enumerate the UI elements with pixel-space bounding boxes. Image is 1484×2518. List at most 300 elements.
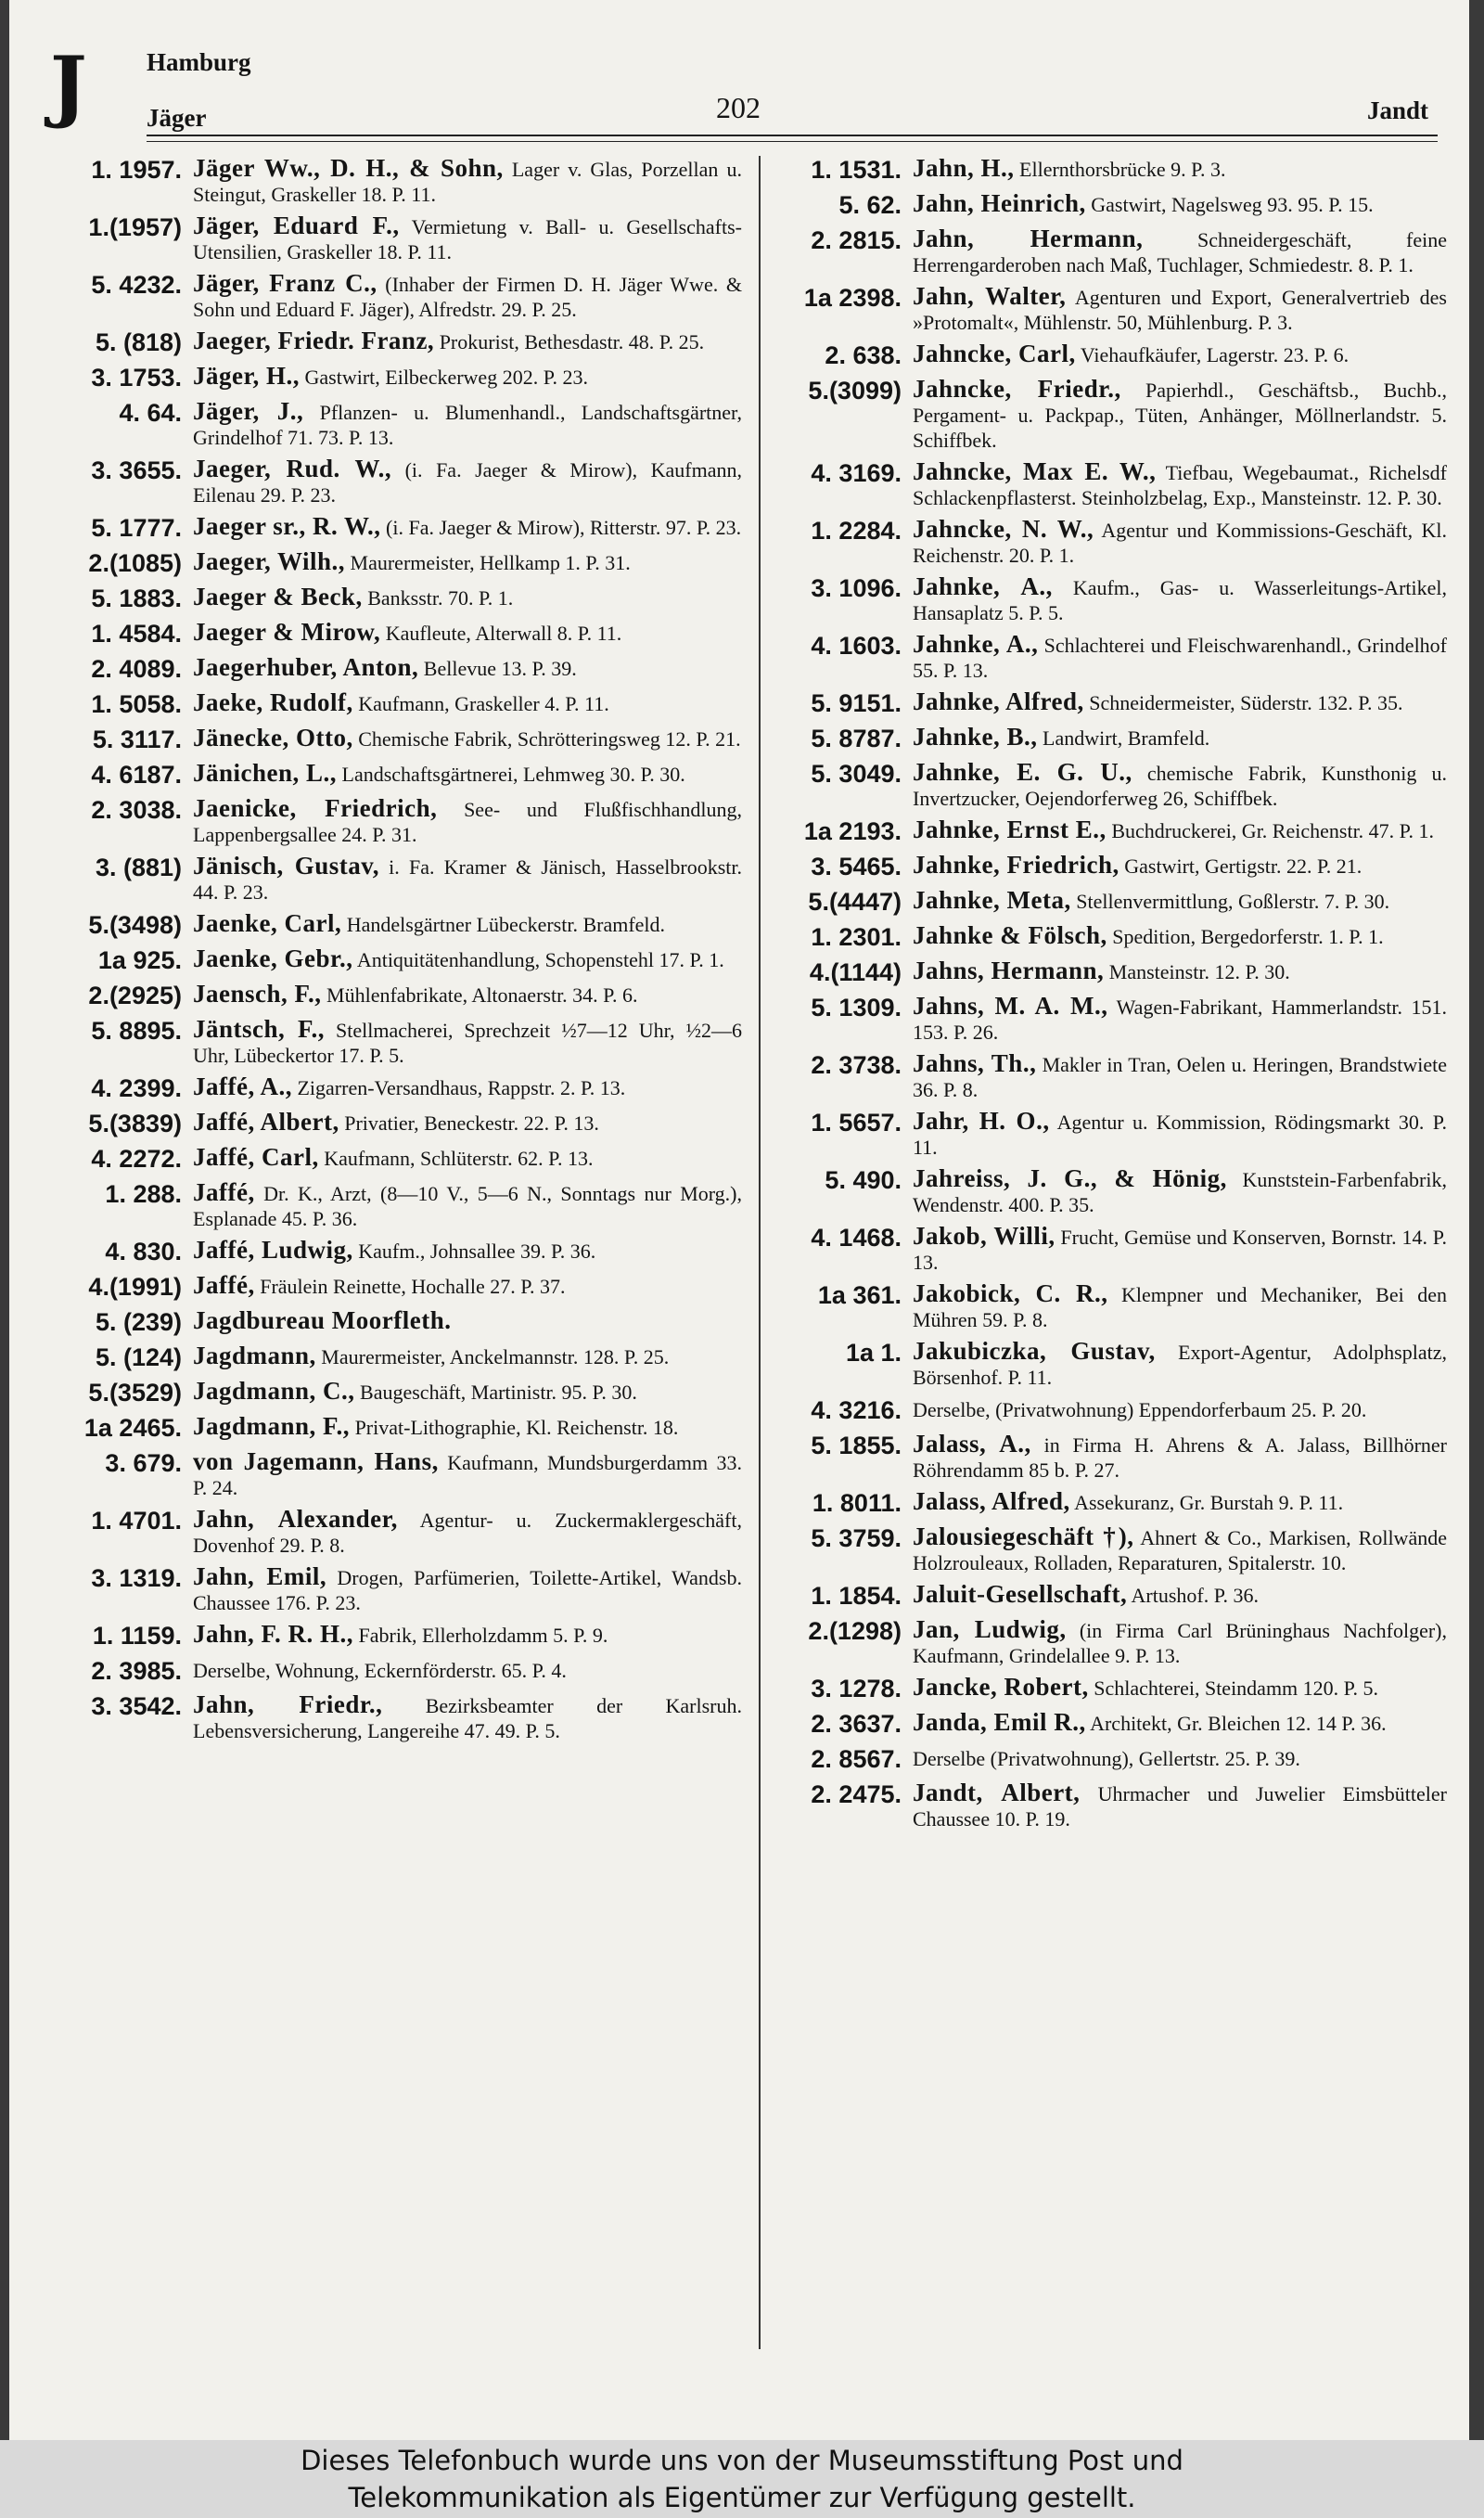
entry-name: Jagdmann, F.,	[193, 1412, 351, 1440]
entry-text	[913, 958, 1447, 984]
directory-entry	[770, 226, 1447, 277]
directory-entry	[50, 156, 742, 207]
phone-number: 4. 6187.	[91, 761, 182, 789]
entry-name: Jalass, Alfred,	[913, 1487, 1070, 1515]
entry-name: Jakobick, C. R.,	[913, 1279, 1108, 1307]
entry-text	[193, 1507, 742, 1558]
section-letter: J	[50, 39, 87, 131]
entry-name: Jaluit-Gesellschaft,	[913, 1580, 1128, 1608]
entry-details: chemische Fabrik, Kunsthonig u. Invertzucker, Oejendorferweg 26, Schiffbek.	[913, 762, 1447, 810]
entry-text	[913, 1339, 1447, 1390]
phone-number: 3. 1753.	[91, 364, 182, 392]
entry-details: Kaufmann, Mundsburgerdamm 33. P. 24.	[193, 1451, 742, 1499]
entry-details: Privatier, Beneckestr. 22. P. 13.	[344, 1111, 599, 1135]
phone-number: 1a 2398.	[803, 284, 902, 312]
entry-details: Schneidermeister, Süderstr. 132. P. 35.	[1089, 691, 1403, 714]
phone-number: 3. 5465.	[811, 853, 902, 880]
directory-entry	[50, 364, 742, 392]
entry-details: Makler in Tran, Oelen u. Heringen, Brandstwiete 36. P. 8.	[913, 1053, 1448, 1101]
phone-number: 2.(1298)	[808, 1617, 902, 1645]
phone-number: 2. 4089.	[91, 655, 182, 683]
directory-entry	[50, 761, 742, 790]
entry-text	[193, 1017, 742, 1068]
entry-text	[193, 1145, 742, 1171]
directory-entry	[770, 1166, 1447, 1217]
directory-entry	[50, 514, 742, 543]
entry-name: Jäger, J.,	[193, 397, 304, 425]
entry-details: Agentur- u. Zuckermaklergeschäft, Dovenhof 29. P. 8.	[193, 1509, 742, 1557]
phone-number: 4. 2272.	[91, 1145, 182, 1173]
entry-name: Jänichen, L.,	[193, 759, 338, 787]
entry-name: Jäger, H.,	[193, 362, 300, 390]
directory-entry	[770, 517, 1447, 568]
directory-page	[9, 0, 1469, 2440]
phone-number: 5. 3117.	[92, 726, 182, 753]
entry-name: Jaffé,	[193, 1271, 255, 1299]
entry-text	[193, 156, 742, 207]
entry-text	[193, 854, 742, 905]
entry-text	[913, 517, 1447, 568]
phone-number: 2. 2475.	[811, 1780, 902, 1808]
directory-entry	[50, 399, 742, 450]
entry-text	[193, 364, 742, 390]
entry-text	[193, 1414, 742, 1440]
directory-entry	[770, 888, 1447, 917]
entry-text	[913, 817, 1447, 843]
entry-text	[913, 1396, 1447, 1422]
entry-details: Fabrik, Ellerholzdamm 5. P. 9.	[358, 1624, 608, 1647]
directory-entry	[770, 191, 1447, 220]
entry-details: Antiquitätenhandlung, Schopenstehl 17. P. 1.	[356, 948, 724, 971]
entry-details: Tiefbau, Wegebaumat., Richelsdf Schlackenpflasterst. Steinholzbelag, Exp., Mansteinstr. 12. P. 30.	[913, 461, 1447, 509]
directory-entry	[50, 1145, 742, 1174]
entry-name: Jahnke, B.,	[913, 723, 1038, 751]
entry-details: Wagen-Fabrikant, Hammerlandstr. 151. 153. P. 26.	[913, 996, 1447, 1044]
entry-name: Jahn, Walter,	[913, 282, 1067, 310]
phone-number: 1. 1159.	[92, 1622, 182, 1650]
city-heading: Hamburg	[147, 48, 251, 76]
entry-name: Jahn, Alexander,	[193, 1505, 398, 1533]
entry-name: Jahns, Hermann,	[913, 957, 1105, 984]
entry-text	[913, 574, 1447, 625]
directory-entry	[770, 958, 1447, 987]
entry-name: Jaeger & Beck,	[193, 583, 363, 610]
entry-name: Jaeger sr., R. W.,	[193, 512, 381, 540]
directory-entry	[50, 726, 742, 754]
phone-number: 5. 4232.	[91, 271, 182, 299]
entry-text	[913, 1745, 1447, 1771]
entry-details: See- und Flußfischhandlung, Lappenbergsallee 24. P. 31.	[193, 798, 742, 846]
entry-name: Jaeger, Rud. W.,	[193, 455, 392, 482]
entry-name: Jahnke & Fölsch,	[913, 921, 1107, 949]
entry-details: Ellernthorsbrücke 9. P. 3.	[1019, 158, 1226, 181]
entry-text	[913, 1710, 1447, 1736]
entry-name: Jahn, Heinrich,	[913, 189, 1086, 217]
entry-details: Agentur und Kommissions-Geschäft, Kl. Reichenstr. 20. P. 1.	[913, 519, 1447, 567]
entry-details: Papierhdl., Geschäftsb., Buchb., Pergament- u. Packpap., Tüten, Anhänger, Möllnerlandstr. 5. Schiffbek.	[913, 379, 1447, 452]
phone-number: 1. 1531.	[811, 156, 902, 184]
entry-details: Dr. K., Arzt, (8—10 V., 5—6 N., Sonntags nur Morg.), Esplanade 45. P. 36.	[193, 1182, 743, 1230]
entry-details: Banksstr. 70. P. 1.	[367, 586, 514, 610]
phone-number: 3. 1278.	[811, 1675, 902, 1702]
entry-details: Derselbe (Privatwohnung), Gellertstr. 25. P. 39.	[913, 1747, 1300, 1770]
phone-number: 5. 1855.	[811, 1432, 902, 1459]
phone-number: 5. 1883.	[91, 585, 182, 612]
phone-number: 2. 3985.	[91, 1657, 182, 1685]
phone-number: 5. 8787.	[811, 725, 902, 752]
entry-details: Export-Agentur, Adolphsplatz, Börsenhof. P. 11.	[913, 1341, 1447, 1389]
entry-details: Stellmacherei, Sprechzeit ½7—12 Uhr, ½2—6 Uhr, Lübeckertor 17. P. 5.	[193, 1019, 743, 1067]
entry-text	[913, 1224, 1447, 1275]
phone-number: 1a 1.	[845, 1339, 902, 1367]
directory-entry	[770, 1780, 1447, 1831]
entry-details: in Firma H. Ahrens & A. Jalass, Billhörner Röhrendamm 85 b. P. 27.	[913, 1433, 1448, 1482]
directory-entry	[770, 1582, 1447, 1611]
entry-details: Chemische Fabrik, Schrötteringsweg 12. P. 21.	[358, 727, 741, 751]
entry-name: Jahnke, Meta,	[913, 886, 1071, 914]
phone-number: 1. 1957.	[91, 156, 182, 184]
phone-number: 5. 1777.	[91, 514, 182, 542]
directory-entry	[50, 1507, 742, 1558]
entry-details: Schlachterei und Fleischwarenhandl., Grindelhof 55. P. 13.	[913, 634, 1448, 682]
entry-name: Jaffé, Carl,	[193, 1143, 319, 1171]
entry-details: Maurermeister, Hellkamp 1. P. 31.	[350, 551, 631, 574]
entry-text	[193, 1273, 742, 1299]
entry-text	[193, 726, 742, 752]
entry-text	[193, 213, 742, 264]
entry-text	[193, 1379, 742, 1405]
entry-text	[913, 226, 1447, 277]
entry-text	[193, 1692, 742, 1743]
left-column	[50, 156, 742, 1750]
entry-details: Maurermeister, Anckelmannstr. 128. P. 25.	[321, 1345, 670, 1368]
entry-details: (in Firma Carl Brüninghaus Nachfolger), Kaufmann, Grindelallee 9. P. 13.	[913, 1619, 1448, 1667]
entry-name: Jakubiczka, Gustav,	[913, 1337, 1156, 1365]
phone-number: 2. 3038.	[91, 796, 182, 824]
directory-entry	[770, 1339, 1447, 1390]
entry-text	[193, 271, 742, 322]
entry-name: Jaenicke, Friedrich,	[193, 794, 438, 822]
directory-entry	[770, 1489, 1447, 1518]
entry-name: Jaensch, F.,	[193, 980, 322, 1008]
entry-text	[193, 1343, 742, 1369]
entry-text	[913, 459, 1447, 510]
directory-entry	[50, 213, 742, 264]
phone-number: 2. 3637.	[811, 1710, 902, 1738]
entry-text	[913, 1432, 1447, 1483]
entry-details: Vermietung v. Ball- u. Gesellschafts-Utensilien, Graskeller 18. P. 11.	[193, 215, 742, 263]
entry-name: Janda, Emil R.,	[913, 1708, 1086, 1736]
directory-entry	[50, 854, 742, 905]
phone-number: 3. 1319.	[91, 1564, 182, 1592]
entry-name: Jagdbureau Moorfleth.	[193, 1306, 452, 1334]
entry-name: Jahreiss, J. G., & Hönig,	[913, 1164, 1227, 1192]
phone-number: 5.(3099)	[808, 377, 902, 405]
phone-number: 4.(1991)	[88, 1273, 182, 1301]
entry-text	[193, 399, 742, 450]
directory-entry	[50, 456, 742, 507]
phone-number: 1. 2301.	[811, 923, 902, 951]
entry-text	[913, 994, 1447, 1045]
phone-number: 5. 490.	[825, 1166, 902, 1194]
directory-entry	[770, 760, 1447, 811]
phone-number: 2. 2815.	[811, 226, 902, 254]
entry-name: Jahncke, Carl,	[913, 340, 1076, 367]
last-entry-heading: Jandt	[1366, 96, 1428, 124]
entry-details: Buchdruckerei, Gr. Reichenstr. 47. P. 1.	[1111, 819, 1434, 842]
entry-name: Jan, Ludwig,	[913, 1615, 1067, 1643]
directory-entry	[50, 911, 742, 940]
directory-entry	[50, 796, 742, 847]
entry-details: Baugeschäft, Martinistr. 95. P. 30.	[360, 1381, 637, 1404]
phone-number: 1a 2193.	[803, 817, 902, 845]
entry-text	[193, 328, 742, 354]
phone-number: 4.(1144)	[809, 958, 902, 986]
directory-entry	[50, 585, 742, 613]
directory-entry	[50, 1692, 742, 1743]
directory-entry	[50, 982, 742, 1010]
entry-text	[913, 1109, 1447, 1160]
entry-text	[913, 1281, 1447, 1332]
phone-number: 5.(3529)	[88, 1379, 182, 1407]
entry-name: Jäntsch, F.,	[193, 1015, 326, 1043]
entry-text	[193, 620, 742, 646]
phone-number: 5. 1309.	[811, 994, 902, 1021]
entry-text	[913, 1675, 1447, 1701]
phone-number: 5. (124)	[95, 1343, 182, 1371]
phone-number: 1. 288.	[105, 1180, 182, 1208]
first-entry-heading: Jäger	[147, 104, 207, 132]
entry-text	[193, 655, 742, 681]
entry-text	[193, 1238, 742, 1264]
directory-entry	[50, 549, 742, 578]
phone-number: 4. 1603.	[811, 632, 902, 660]
directory-entry	[770, 853, 1447, 881]
phone-number: 5. 3049.	[811, 760, 902, 788]
entry-name: Jahnke, Friedrich,	[913, 851, 1119, 879]
entry-text	[913, 1166, 1447, 1217]
directory-entry	[770, 923, 1447, 952]
entry-details: Assekuranz, Gr. Burstah 9. P. 11.	[1074, 1491, 1344, 1514]
directory-entry	[770, 377, 1447, 453]
header-rule-thin	[147, 141, 1438, 142]
directory-entry	[770, 1617, 1447, 1668]
directory-entry	[770, 689, 1447, 718]
phone-number: 1. 4584.	[91, 620, 182, 648]
right-column	[770, 156, 1447, 1838]
entry-text	[193, 1074, 742, 1100]
entry-text	[913, 1051, 1447, 1102]
phone-number: 5. (818)	[95, 328, 182, 356]
entry-name: Jahnke, A.,	[913, 572, 1053, 600]
entry-name: Jaeger & Mirow,	[193, 618, 381, 646]
entry-text	[913, 1582, 1447, 1608]
entry-details: Gastwirt, Nagelsweg 93. 95. P. 15.	[1091, 193, 1374, 216]
entry-details: Lager v. Glas, Porzellan u. Steingut, Graskeller 18. P. 11.	[193, 158, 742, 206]
directory-entry	[770, 341, 1447, 370]
entry-name: Jahn, H.,	[913, 154, 1015, 182]
footer-line-1: Dieses Telefonbuch wurde uns von der Museumsstiftung Post und	[301, 2445, 1183, 2476]
entry-name: Jänecke, Otto,	[193, 724, 353, 752]
phone-number: 2.(2925)	[88, 982, 182, 1009]
directory-entry	[770, 1051, 1447, 1102]
directory-entry	[50, 328, 742, 357]
entry-text	[913, 1617, 1447, 1668]
entry-details: Kaufm., Gas- u. Wasserleitungs-Artikel, Hansaplatz 5. P. 5.	[913, 576, 1448, 624]
column-divider	[759, 156, 761, 2349]
entry-text	[193, 1110, 742, 1136]
directory-entry	[50, 1180, 742, 1231]
phone-number: 3. 1096.	[811, 574, 902, 602]
directory-entry	[50, 1308, 742, 1337]
directory-entry	[770, 1281, 1447, 1332]
entry-name: Jaenke, Carl,	[193, 909, 342, 937]
entry-name: Jancke, Robert,	[913, 1673, 1089, 1701]
entry-details: Mansteinstr. 12. P. 30.	[1108, 960, 1290, 983]
entry-details: Bellevue 13. P. 39.	[423, 657, 577, 680]
entry-name: Jalass, A.,	[913, 1430, 1031, 1458]
entry-name: Jahn, Friedr.,	[193, 1690, 383, 1718]
entry-text	[193, 456, 742, 507]
entry-name: Jahn, Hermann,	[913, 225, 1144, 252]
entry-details: Kunststein-Farbenfabrik, Wendenstr. 400. P. 35.	[913, 1168, 1447, 1216]
entry-details: Mühlenfabrikate, Altonaerstr. 34. P. 6.	[326, 983, 638, 1007]
entry-details: Fräulein Reinette, Hochalle 27. P. 37.	[260, 1275, 566, 1298]
phone-number: 1. 1854.	[811, 1582, 902, 1610]
entry-details: Derselbe, Wohnung, Eckernförderstr. 65. P. 4.	[193, 1659, 567, 1682]
entry-name: Jaffé, Albert,	[193, 1108, 339, 1136]
entry-details: Architekt, Gr. Bleichen 12. 14 P. 36.	[1090, 1712, 1387, 1735]
directory-entry	[770, 156, 1447, 185]
phone-number: 1. 4701.	[91, 1507, 182, 1535]
phone-number: 3. (881)	[95, 854, 182, 881]
entry-name: Jahr, H. O.,	[913, 1107, 1050, 1135]
entry-name: Jahnke, E. G. U.,	[913, 758, 1132, 786]
phone-number: 3. 3655.	[91, 456, 182, 484]
directory-entry	[770, 817, 1447, 846]
entry-name: Jahncke, Max E. W.,	[913, 457, 1157, 485]
entry-details: Stellenvermittlung, Goßlerstr. 7. P. 30.	[1076, 890, 1390, 913]
entry-name: von Jagemann, Hans,	[193, 1447, 439, 1475]
entry-name: Jäger, Eduard F.,	[193, 212, 400, 239]
entry-text	[913, 341, 1447, 367]
entry-name: Jalousiegeschäft †),	[913, 1522, 1134, 1550]
directory-entry	[50, 1657, 742, 1686]
entry-name: Jahns, M. A. M.,	[913, 992, 1108, 1020]
directory-entry	[50, 1622, 742, 1651]
entry-text	[193, 911, 742, 937]
entry-details: Viehaufkäufer, Lagerstr. 23. P. 6.	[1080, 343, 1350, 366]
entry-details: Pflanzen- u. Blumenhandl., Landschaftsgärtner, Grindelhof 71. 73. P. 13.	[193, 401, 742, 449]
phone-number: 5. 3759.	[811, 1524, 902, 1552]
directory-entry	[770, 574, 1447, 625]
entry-text	[913, 725, 1447, 751]
entry-name: Jänisch, Gustav,	[193, 852, 379, 880]
phone-number: 5.(3839)	[88, 1110, 182, 1137]
entry-name: Jaffé, Ludwig,	[193, 1236, 353, 1264]
entry-text	[193, 585, 742, 610]
entry-text	[193, 761, 742, 787]
entry-text	[193, 549, 742, 575]
directory-entry	[770, 725, 1447, 753]
phone-number: 2. 8567.	[811, 1745, 902, 1773]
entry-details: Bezirksbeamter der Karlsruh. Lebensversicherung, Langereihe 47. 49. P. 5.	[193, 1694, 742, 1742]
phone-number: 5.(4447)	[808, 888, 902, 916]
entry-details: Kaufm., Johnsallee 39. P. 36.	[358, 1240, 596, 1263]
entry-details: (i. Fa. Jaeger & Mirow), Ritterstr. 97. P. 23.	[386, 516, 742, 539]
phone-number: 2.(1085)	[88, 549, 182, 577]
phone-number: 4. 3169.	[811, 459, 902, 487]
phone-number: 5. 9151.	[811, 689, 902, 717]
entry-details: Schlachterei, Steindamm 120. P. 5.	[1094, 1677, 1378, 1700]
entry-text	[193, 1622, 742, 1648]
directory-entry	[50, 946, 742, 975]
directory-entry	[770, 459, 1447, 510]
phone-number: 4. 1468.	[811, 1224, 902, 1252]
entry-name: Jahn, F. R. H.,	[193, 1620, 354, 1648]
directory-entry	[50, 1449, 742, 1500]
entry-details: Landschaftsgärtnerei, Lehmweg 30. P. 30.	[341, 763, 685, 786]
entry-name: Jaffé,	[193, 1178, 255, 1206]
directory-entry	[770, 1710, 1447, 1739]
entry-text	[913, 760, 1447, 811]
entry-text	[193, 1449, 742, 1500]
entry-name: Jahn, Emil,	[193, 1562, 327, 1590]
phone-number: 5. 62.	[838, 191, 902, 219]
phone-number: 5. 8895.	[91, 1017, 182, 1045]
entry-text	[913, 1489, 1447, 1515]
entry-name: Jaenke, Gebr.,	[193, 944, 353, 972]
phone-number: 3. 3542.	[91, 1692, 182, 1720]
entry-details: Artushof. P. 36.	[1131, 1584, 1260, 1607]
phone-number: 1a 361.	[817, 1281, 902, 1309]
entry-name: Jahnke, A.,	[913, 630, 1039, 658]
entry-name: Jakob, Willi,	[913, 1222, 1055, 1250]
directory-entry	[770, 1524, 1447, 1575]
directory-entry	[50, 1238, 742, 1266]
entry-text	[193, 1564, 742, 1615]
entry-name: Jahncke, N. W.,	[913, 515, 1094, 543]
entry-details: Zigarren-Versandhaus, Rappstr. 2. P. 13.	[297, 1076, 626, 1099]
directory-entry	[50, 271, 742, 322]
phone-number: 2. 638.	[825, 341, 902, 369]
entry-name: Jaeke, Rudolf,	[193, 688, 353, 716]
directory-entry	[770, 1224, 1447, 1275]
entry-details: Kaufleute, Alterwall 8. P. 11.	[385, 622, 622, 645]
entry-details: Uhrmacher und Juwelier Eimsbütteler Chaussee 10. P. 19.	[913, 1782, 1447, 1831]
entry-text	[913, 923, 1447, 949]
entry-name: Jahncke, Friedr.,	[913, 375, 1121, 403]
directory-entry	[50, 1343, 742, 1372]
entry-text	[193, 1657, 742, 1683]
entry-name: Jaeger, Friedr. Franz,	[193, 327, 435, 354]
directory-entry	[50, 1110, 742, 1138]
entry-details: Drogen, Parfümerien, Toilette-Artikel, Wandsb. Chaussee 176. P. 23.	[193, 1566, 742, 1614]
directory-entry	[50, 690, 742, 719]
entry-details: Agenturen und Export, Generalvertrieb des »Protomalt«, Mühlenstr. 50, Mühlenburg. P. 3.	[913, 286, 1447, 334]
entry-details: Gastwirt, Eilbeckerweg 202. P. 23.	[304, 366, 588, 389]
directory-entry	[770, 284, 1447, 335]
entry-name: Jagdmann,	[193, 1342, 316, 1369]
phone-number: 1. 5657.	[811, 1109, 902, 1137]
phone-number: 4. 64.	[119, 399, 182, 427]
entry-text	[913, 853, 1447, 879]
directory-entry	[770, 1109, 1447, 1160]
entry-name: Jahnke, Alfred,	[913, 687, 1084, 715]
phone-number: 1a 2465.	[83, 1414, 182, 1442]
entry-details: (Inhaber der Firmen D. H. Jäger Wwe. & Sohn und Eduard F. Jäger), Alfredstr. 29. P. 25.	[193, 273, 742, 321]
entry-details: Ahnert & Co., Markisen, Rollwände Holzrouleaux, Rolladen, Reparaturen, Spitalerstr. 10.	[913, 1526, 1447, 1574]
